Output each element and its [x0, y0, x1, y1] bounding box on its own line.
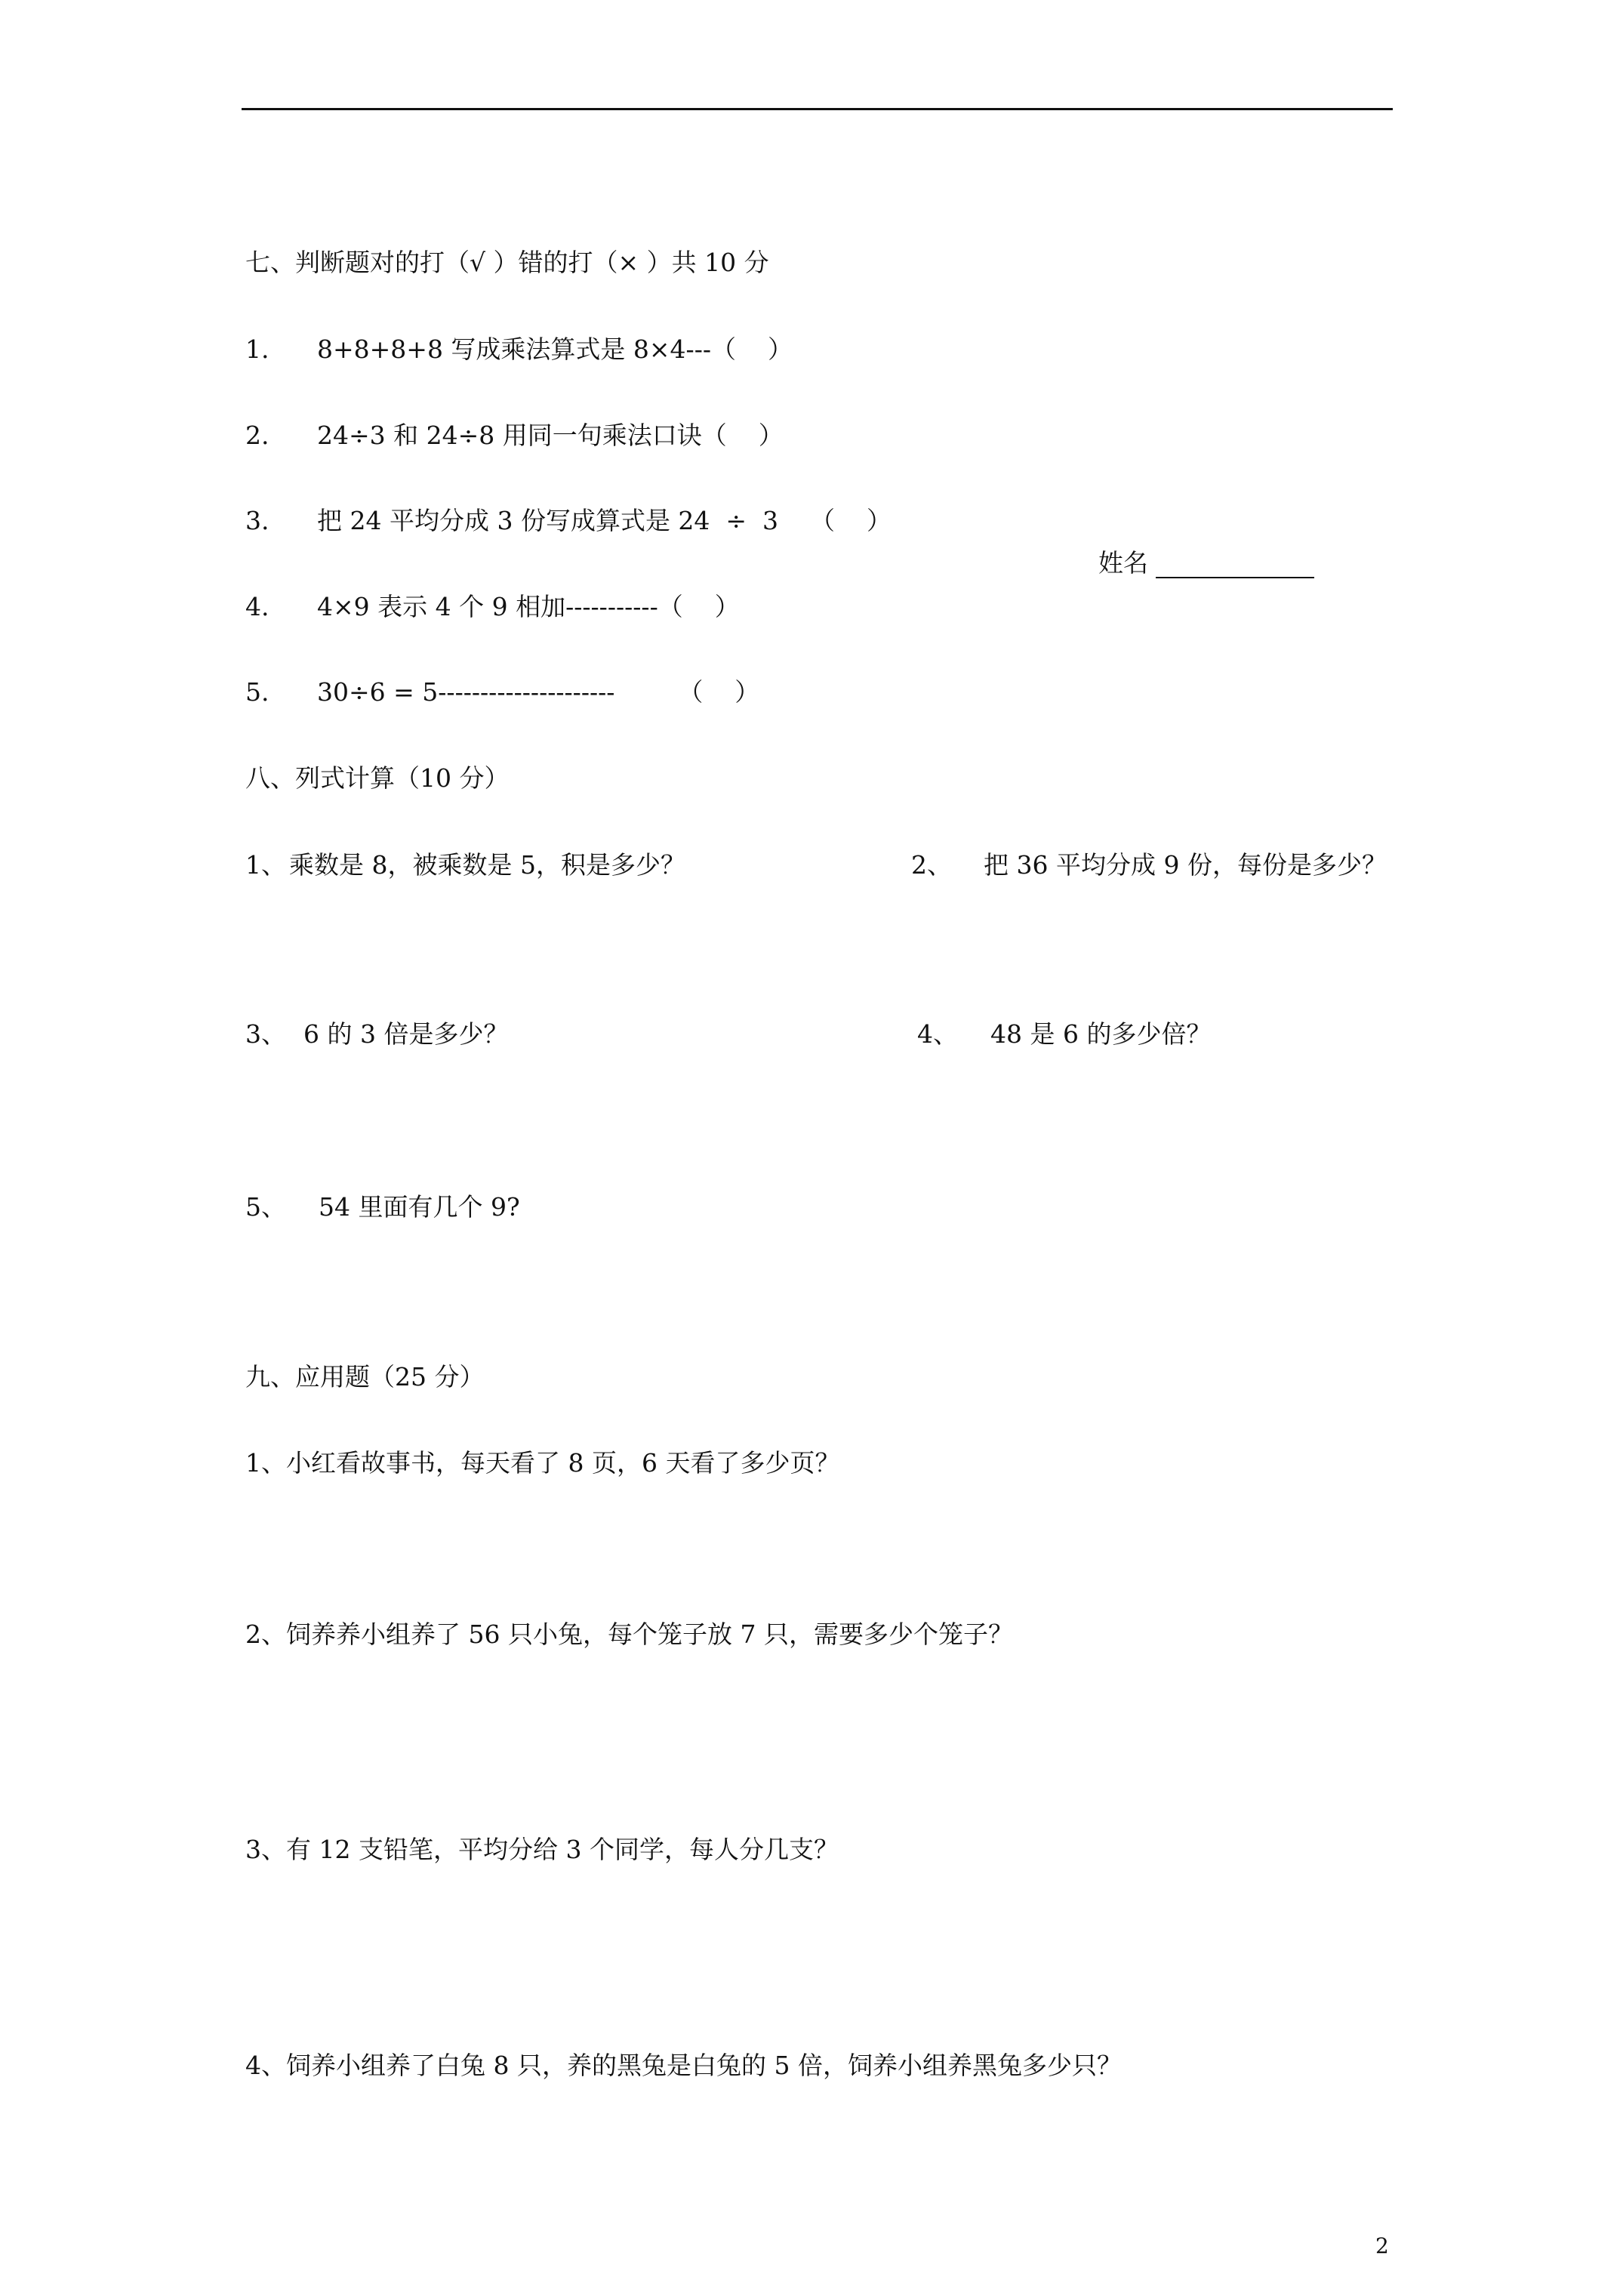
page-number: 2 [1375, 2233, 1389, 2258]
section7-item-1-text: 8+8+8+8 写成乘法算式是 8×4---（ ） [317, 334, 793, 364]
section8-heading: 八、列式计算（10 分） [245, 763, 510, 793]
section8-item-4-text: 48 是 6 的多少倍？ [990, 1019, 1212, 1049]
section8-item-1-text: 乘数是 8，被乘数是 5，积是多少？ [289, 850, 685, 880]
section8-item-2-num: 2、 [911, 850, 952, 880]
name-label: 姓名 [1098, 548, 1148, 578]
section7-heading: 七、判断题对的打（√ ）错的打（× ）共 10 分 [245, 248, 769, 277]
section9-item-3: 3、有 12 支铅笔，平均分给 3 个同学，每人分几支？ [245, 1835, 839, 1864]
section9-item-4: 4、饲养小组养了白兔 8 只，养的黑兔是白兔的 5 倍，饲养小组养黑兔多少只？ [245, 2051, 1122, 2080]
section8-item-4-num: 4、 [917, 1019, 958, 1049]
section7-item-2-text: 24÷3 和 24÷8 用同一句乘法口诀（ ） [317, 421, 784, 450]
section7-item-3-num: 3. [245, 506, 269, 535]
section8-item-3-text: 6 的 3 倍是多少？ [303, 1019, 509, 1049]
name-blank[interactable] [1156, 551, 1314, 578]
name-field[interactable] [1098, 548, 1314, 578]
section7-item-5-text: 30÷6 = 5--------------------- （ ） [317, 677, 760, 707]
section7-item-2-num: 2. [245, 421, 269, 450]
section8-item-1-num: 1、 [245, 850, 286, 880]
section8-item-2-text: 把 36 平均分成 9 份，每份是多少？ [984, 850, 1387, 880]
section7-item-1-num: 1. [245, 334, 269, 364]
section7-item-4-num: 4. [245, 592, 269, 621]
header-rule [242, 108, 1393, 110]
section7-item-5-num: 5. [245, 677, 269, 707]
section9-heading: 九、应用题（25 分） [245, 1362, 485, 1391]
section7-item-3-text: 把 24 平均分成 3 份写成算式是 24 ÷ 3 （ ） [317, 506, 892, 535]
section7-item-4-text: 4×9 表示 4 个 9 相加-----------（ ） [317, 592, 740, 621]
section8-item-5-text: 54 里面有几个 9? [319, 1192, 520, 1222]
section8-item-3-num: 3、 [245, 1019, 286, 1049]
section9-item-1: 1、小红看故事书，每天看了 8 页，6 天看了多少页？ [245, 1448, 840, 1478]
section9-item-2: 2、饲养养小组养了 56 只小兔，每个笼子放 7 只，需要多少个笼子？ [245, 1620, 1013, 1649]
section8-item-5-num: 5、 [245, 1192, 286, 1222]
